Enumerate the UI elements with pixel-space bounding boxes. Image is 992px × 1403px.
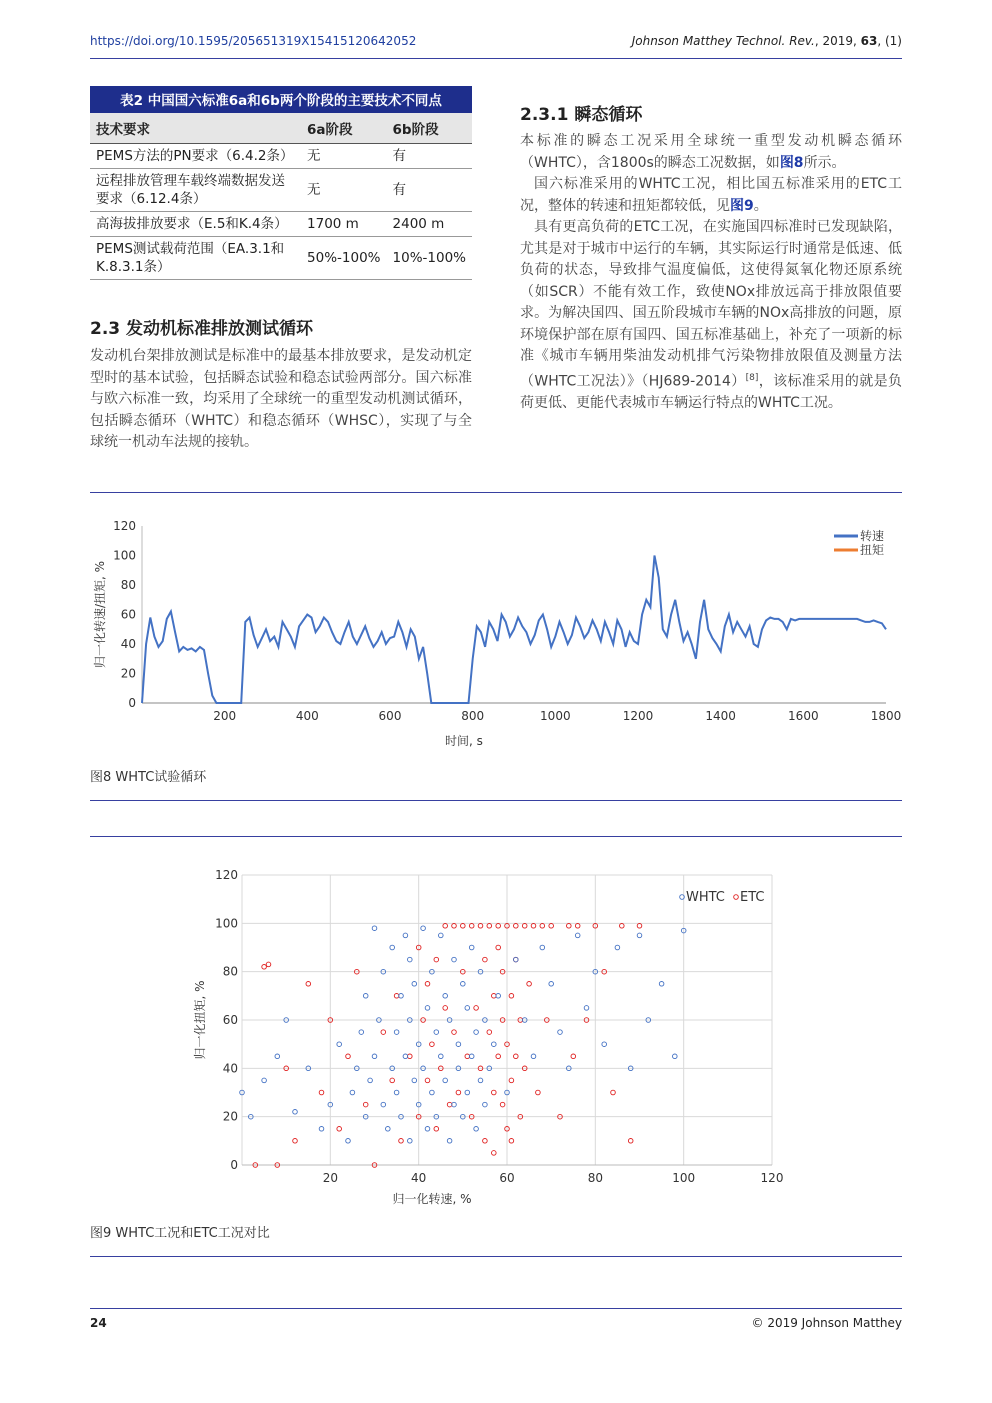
whtc-point xyxy=(540,945,545,950)
x-tick-label: 80 xyxy=(587,1171,603,1185)
etc-point xyxy=(527,982,532,987)
whtc-point xyxy=(421,926,426,931)
etc-point xyxy=(452,1030,457,1035)
whtc-point xyxy=(549,982,554,987)
legend-label: 扭矩 xyxy=(860,543,885,557)
x-axis-label: 时间, s xyxy=(445,734,483,748)
whtc-point xyxy=(452,957,457,962)
figure-8-chart xyxy=(86,512,906,752)
whtc-point xyxy=(386,1127,391,1132)
legend-marker xyxy=(734,895,739,900)
etc-point xyxy=(363,1102,368,1107)
x-tick-label: 40 xyxy=(411,1171,427,1185)
etc-point xyxy=(637,924,642,929)
table-header: 6b阶段 xyxy=(387,113,472,144)
speed-series-line xyxy=(142,556,886,704)
figure-8-top-rule xyxy=(90,492,902,493)
whtc-point xyxy=(465,1090,470,1095)
figure-9-top-rule xyxy=(90,836,902,837)
whtc-point xyxy=(659,982,664,987)
etc-point xyxy=(509,1078,514,1083)
x-axis-label: 归一化转速, % xyxy=(392,1192,472,1206)
x-tick-label: 200 xyxy=(213,709,237,723)
etc-point xyxy=(483,1139,488,1144)
x-tick-label: 100 xyxy=(672,1171,696,1185)
legend xyxy=(834,528,884,557)
whtc-point xyxy=(514,957,519,962)
etc-point xyxy=(461,924,466,929)
whtc-point xyxy=(359,1030,364,1035)
whtc-point xyxy=(492,1042,497,1047)
figure-9-caption: 图9 WHTC工况和ETC工况对比 xyxy=(90,1226,270,1241)
y-tick-label: 40 xyxy=(222,1061,238,1076)
table-cell: PEMS方法的PN要求（6.4.2条） xyxy=(90,144,301,169)
text: 本标准的瞬态工况采用全球统一重型发动机瞬态循环（WHTC），含1800s的瞬态工况数据，如 xyxy=(520,133,902,171)
x-tick-label: 1400 xyxy=(705,709,736,723)
whtc-point xyxy=(381,1102,386,1107)
x-tick-label: 600 xyxy=(378,709,402,723)
legend-label: 转速 xyxy=(860,529,885,543)
whtc-point xyxy=(465,1006,470,1011)
x-tick-label: 800 xyxy=(461,709,485,723)
etc-point xyxy=(266,962,271,967)
section-2-3-body xyxy=(90,346,472,454)
legend xyxy=(680,890,765,905)
etc-point xyxy=(319,1090,324,1095)
x-tick-label: 1800 xyxy=(870,709,902,723)
table-cell: 高海拔排放要求（E.5和K.4条） xyxy=(90,212,301,237)
whtc-point xyxy=(452,1102,457,1107)
whtc-point xyxy=(439,1054,444,1059)
figure-9-chart xyxy=(186,860,806,1210)
x-tick-label: 400 xyxy=(295,709,319,723)
paragraph: 发动机台架排放测试是标准中的最基本排放要求，是发动机定型时的基本试验，包括瞬态试验和稳态试验两部分。国六标准与欧六标准一致，均采用了全球统一的重型发动机测试循环，包括瞬态循环（WHTC）和稳态循环（WHSC），实现了与全球统一机动车法规的接轨。 xyxy=(90,348,472,450)
whtc-point xyxy=(469,1054,474,1059)
etc-point xyxy=(337,1127,342,1132)
y-tick-label: 20 xyxy=(120,666,136,681)
journal-citation xyxy=(632,34,902,48)
etc-point xyxy=(399,1139,404,1144)
footer-rule xyxy=(90,1308,902,1309)
whtc-point xyxy=(262,1078,267,1083)
figure-8-bottom-rule xyxy=(90,800,902,801)
etc-point xyxy=(492,994,497,999)
text: 所示。 xyxy=(803,154,846,171)
etc-point xyxy=(549,924,554,929)
whtc-point xyxy=(372,1054,377,1059)
etc-point xyxy=(575,924,580,929)
whtc-point xyxy=(346,1139,351,1144)
whtc-point xyxy=(496,994,501,999)
figure-8-caption: 图8 WHTC试验循环 xyxy=(90,770,207,785)
whtc-point xyxy=(372,926,377,931)
table-row xyxy=(90,237,472,280)
whtc-point xyxy=(412,1078,417,1083)
etc-point xyxy=(567,924,572,929)
table-row xyxy=(90,169,472,212)
y-tick-label: 20 xyxy=(222,1109,238,1124)
etc-point xyxy=(536,1090,541,1095)
etc-point xyxy=(447,1102,452,1107)
etc-point xyxy=(540,924,545,929)
copyright: © 2019 Johnson Matthey xyxy=(751,1316,902,1330)
y-tick-label: 80 xyxy=(120,578,136,592)
whtc-point xyxy=(584,1006,589,1011)
etc-point xyxy=(262,965,267,970)
y-axis-label: 归一化扭矩, % xyxy=(193,980,207,1060)
header-rule xyxy=(90,58,902,59)
etc-point xyxy=(469,924,474,929)
whtc-point xyxy=(412,982,417,987)
whtc-point xyxy=(456,1042,461,1047)
etc-point xyxy=(509,1139,514,1144)
etc-point xyxy=(390,1078,395,1083)
etc-point xyxy=(425,982,430,987)
whtc-point xyxy=(443,994,448,999)
etc-point xyxy=(434,1127,439,1132)
y-tick-labels xyxy=(113,519,136,710)
table-cell: 10%-100% xyxy=(387,237,472,280)
table-cell: 远程排放管理车载终端数据发送要求（6.12.4条） xyxy=(90,169,301,212)
whtc-point xyxy=(615,945,620,950)
whtc-point xyxy=(430,1090,435,1095)
table-cell: PEMS测试载荷范围（EA.3.1和K.8.3.1条） xyxy=(90,237,301,280)
y-tick-label: 0 xyxy=(128,696,136,710)
y-tick-label: 100 xyxy=(215,916,238,931)
y-tick-labels xyxy=(215,868,238,1172)
etc-point xyxy=(430,1042,435,1047)
etc-point xyxy=(346,1054,351,1059)
etc-point xyxy=(483,957,488,962)
y-axis-label: 归一化转速/扭矩, % xyxy=(93,560,107,669)
etc-point xyxy=(620,924,625,929)
figure-8-ref[interactable]: 图8 xyxy=(779,154,804,171)
grid xyxy=(142,526,886,703)
figure-9-bottom-rule xyxy=(90,1256,902,1257)
page-number: 24 xyxy=(90,1316,107,1330)
series-lines xyxy=(142,556,886,704)
whtc-point xyxy=(558,1030,563,1035)
whtc-point xyxy=(439,933,444,938)
grid xyxy=(242,875,772,1165)
whtc-point xyxy=(390,945,395,950)
etc-point xyxy=(514,924,519,929)
text: 。 xyxy=(753,197,768,214)
scatter-points xyxy=(240,924,686,1168)
whtc-point xyxy=(474,1127,479,1132)
table-cell: 有 xyxy=(387,144,472,169)
etc-point xyxy=(465,1054,470,1059)
legend-label: WHTC xyxy=(686,890,725,905)
whtc-point xyxy=(319,1127,324,1132)
etc-point xyxy=(408,1054,413,1059)
etc-point xyxy=(492,1151,497,1156)
paragraph xyxy=(520,131,902,174)
whtc-point xyxy=(447,1139,452,1144)
etc-point xyxy=(443,924,448,929)
whtc-point xyxy=(474,1030,479,1035)
whtc-point xyxy=(478,1078,483,1083)
whtc-point xyxy=(443,1078,448,1083)
whtc-point xyxy=(368,1078,373,1083)
whtc-point xyxy=(575,933,580,938)
x-tick-label: 1600 xyxy=(788,709,819,723)
whtc-point xyxy=(293,1110,298,1115)
journal-issue: , (1) xyxy=(877,34,902,48)
table-row xyxy=(90,212,472,237)
y-tick-label: 120 xyxy=(113,519,136,533)
paragraph xyxy=(520,174,902,217)
text: 具有更高负荷的ETC工况，在实施国四标准时已发现缺陷，尤其是对于城市中运行的车辆，其实际运行时通常是低速、低负荷的状态，导致排气温度偏低，这使得氮氧化物还原系统（如SCR）不能有效工作，致使NOx排放远高于排放限值要求。为解决国四、国五阶段城市车辆的NOx高排放的问题，原环境保护部在原有国四、国五标准基础上，补充了一项新的标准《城市车辆用柴油发动机排气污染物排放限值及测量方法（WHTC工况法）》（HJ689-2014） xyxy=(520,219,902,390)
whtc-point xyxy=(408,957,413,962)
x-tick-label: 120 xyxy=(760,1171,784,1185)
y-tick-label: 40 xyxy=(120,637,136,651)
whtc-point xyxy=(394,1030,399,1035)
etc-point xyxy=(611,1090,616,1095)
etc-point xyxy=(522,924,527,929)
table-cell: 无 xyxy=(301,144,386,169)
x-tick-label: 1000 xyxy=(540,709,571,723)
whtc-point xyxy=(531,1054,536,1059)
etc-point xyxy=(531,924,536,929)
etc-point xyxy=(496,1054,501,1059)
etc-point xyxy=(443,1006,448,1011)
x-tick-label: 1200 xyxy=(622,709,654,723)
y-tick-label: 80 xyxy=(222,964,238,979)
table-cell: 无 xyxy=(301,169,386,212)
legend-label: ETC xyxy=(740,890,765,905)
table-header: 技术要求 xyxy=(90,113,301,144)
whtc-point xyxy=(350,1090,355,1095)
etc-point xyxy=(381,1030,386,1035)
doi-link[interactable]: https://doi.org/10.1595/205651319X15415120642052 xyxy=(90,34,417,48)
table-cell: 有 xyxy=(387,169,472,212)
y-tick-label: 60 xyxy=(120,607,136,622)
x-tick-label: 60 xyxy=(499,1171,515,1185)
whtc-point xyxy=(425,1006,430,1011)
etc-point xyxy=(500,1102,505,1107)
table-cell: 1700 m xyxy=(301,212,386,237)
section-2-3-title: 2.3 发动机标准排放测试循环 xyxy=(90,319,314,339)
text: 国六标准采用的WHTC工况，相比国五标准采用的ETC工况，整体的转速和扭矩都较低，见 xyxy=(520,176,902,214)
whtc-point xyxy=(363,994,368,999)
whtc-point xyxy=(275,1054,280,1059)
etc-point xyxy=(514,1054,519,1059)
figure-9-ref[interactable]: 图9 xyxy=(730,197,754,214)
whtc-point xyxy=(673,1054,678,1059)
whtc-point xyxy=(408,1139,413,1144)
journal-volume: 63 xyxy=(860,34,878,48)
x-tick-labels xyxy=(213,709,901,723)
etc-point xyxy=(487,924,492,929)
y-tick-label: 100 xyxy=(113,548,136,563)
whtc-point xyxy=(425,1127,430,1132)
whtc-point xyxy=(394,1090,399,1095)
etc-point xyxy=(496,924,501,929)
etc-point xyxy=(394,994,399,999)
table-2 xyxy=(90,86,472,280)
table-2-grid xyxy=(90,113,472,280)
citation-ref[interactable]: [8] xyxy=(745,372,759,383)
y-tick-label: 60 xyxy=(222,1013,238,1027)
text: ，该标准采用的就是负荷更低、更能代表城市车辆运行特点的WHTC工况。 xyxy=(520,373,902,411)
etc-point xyxy=(425,1078,430,1083)
paragraph xyxy=(520,217,902,414)
whtc-point xyxy=(483,1102,488,1107)
table-row xyxy=(90,144,472,169)
etc-point xyxy=(571,1054,576,1059)
x-tick-labels xyxy=(323,1171,784,1185)
etc-point xyxy=(306,982,311,987)
y-tick-label: 120 xyxy=(215,868,238,882)
whtc-point xyxy=(637,933,642,938)
journal-name: Johnson Matthey Technol. Rev. xyxy=(631,34,815,48)
etc-point xyxy=(509,994,514,999)
whtc-point xyxy=(469,945,474,950)
x-tick-label: 20 xyxy=(322,1171,338,1185)
whtc-point xyxy=(602,1042,607,1047)
y-tick-label: 0 xyxy=(230,1158,238,1172)
etc-point xyxy=(456,1090,461,1095)
etc-point xyxy=(478,924,483,929)
etc-point xyxy=(628,1139,633,1144)
whtc-point xyxy=(403,933,408,938)
section-2-3-1-title: 2.3.1 瞬态循环 xyxy=(520,105,643,125)
etc-point xyxy=(452,924,457,929)
etc-point xyxy=(492,1090,497,1095)
whtc-point xyxy=(337,1042,342,1047)
section-2-3-1-body xyxy=(520,131,902,414)
etc-point xyxy=(474,1006,479,1011)
table-caption: 表2 中国国六标准6a和6b两个阶段的主要技术不同点 xyxy=(90,86,472,113)
table-header: 6a阶段 xyxy=(301,113,386,144)
whtc-point xyxy=(403,1054,408,1059)
whtc-point xyxy=(399,994,404,999)
whtc-point xyxy=(461,982,466,987)
table-cell: 50%-100% xyxy=(301,237,386,280)
journal-year: , 2019, xyxy=(814,34,861,48)
etc-point xyxy=(293,1139,298,1144)
table-cell: 2400 m xyxy=(387,212,472,237)
etc-point xyxy=(434,957,439,962)
whtc-point xyxy=(434,1030,439,1035)
etc-point xyxy=(487,1030,492,1035)
etc-point xyxy=(496,945,501,950)
